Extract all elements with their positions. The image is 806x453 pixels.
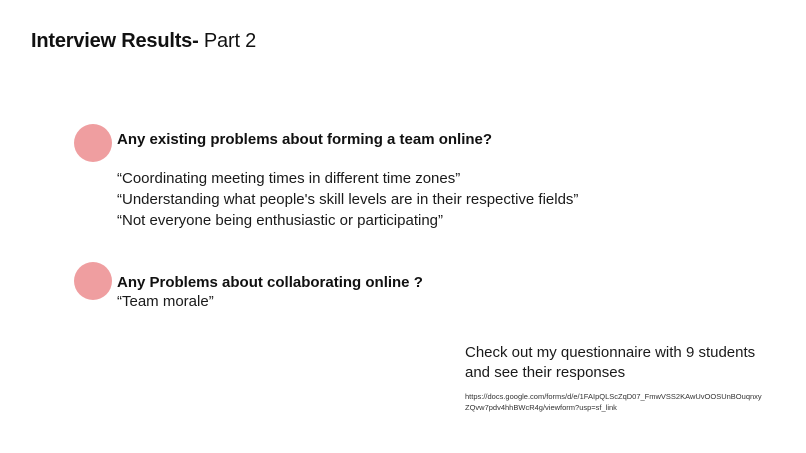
answer-item: “Coordinating meeting times in different time zones” xyxy=(117,170,461,187)
questionnaire-callout xyxy=(465,343,755,383)
answer-list xyxy=(117,292,214,313)
bullet-circle-icon xyxy=(74,262,112,300)
slide-title-subtitle: Part 2 xyxy=(198,30,257,52)
callout-line: and see their responses xyxy=(465,364,626,381)
questionnaire-link[interactable] xyxy=(465,391,762,413)
slide-title-bold: Interview Results- xyxy=(31,30,199,52)
link-line[interactable]: https://docs.google.com/forms/d/e/1FAIpQLScZqD07_FmwVSS2KAwUvOOSUnBOuqnxy xyxy=(465,392,762,401)
question-heading: Any existing problems about forming a team online? xyxy=(117,131,493,148)
question-heading: Any Problems about collaborating online ? xyxy=(117,274,423,291)
link-line[interactable]: ZQvw7pdv4hhBWcR4g/viewform?usp=sf_link xyxy=(465,403,617,412)
answer-list xyxy=(117,169,578,232)
bullet-circle-icon xyxy=(74,124,112,162)
callout-line: Check out my questionnaire with 9 students xyxy=(465,344,756,361)
slide-title xyxy=(31,29,256,53)
answer-item: “Team morale” xyxy=(117,293,214,310)
answer-item: “Not everyone being enthusiastic or participating” xyxy=(117,212,444,229)
answer-item: “Understanding what people's skill levels are in their respective fields” xyxy=(117,191,579,208)
